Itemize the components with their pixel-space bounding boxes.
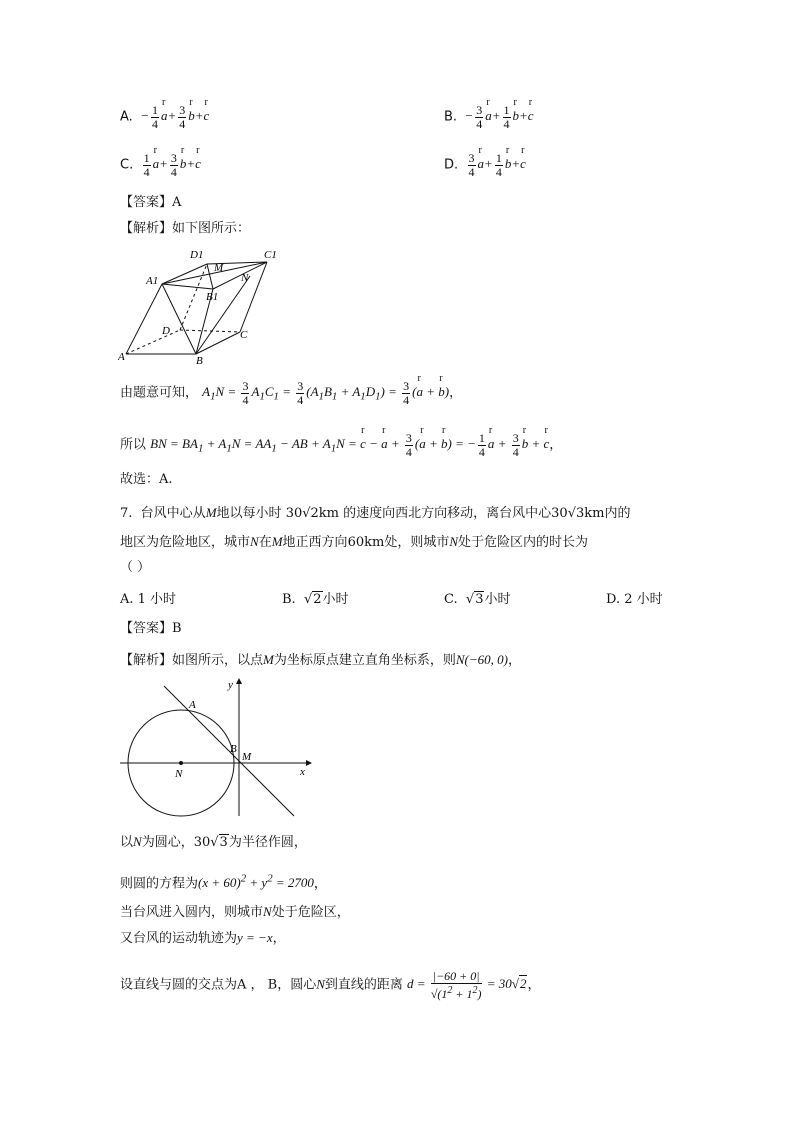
q6-step-1: 由题意可知， $A_1N$ = $\frac{3}{4}$ $A_1C_1$ = $\frac{3}{4}$ $(A_1B_1 + A_1D_1)$ = $\frac{3}{4}$ (r a + r b)， [120,380,462,407]
q7-option-c: C. √3小时 [444,592,511,607]
label-a1: A1 [146,275,159,287]
q7-distance-line: 设直线与圆的交点为A ， B，圆心N到直线的距离 d = $\frac{|-60 + 0|}{√(1^2 + 1^2)}$ = 30√2， [120,969,541,1001]
q7-option-a: A. 1 小时 [120,592,177,607]
q7-circle-line: 以N为圆心，30√3为半径作圆， [120,834,307,850]
q7-stem-line-2: 地区为危险地区，城市N在M地正西方向60km处，则城市N处于危险区内的时长为 [120,534,589,550]
q6-option-a: A. − $\frac{1}{4}$ r a+ $\frac{3}{4}$ r b+r c [120,104,209,131]
q7-equation-line: 则圆的方程为$(x + 60)^2 + y^2 = 2700$， [120,873,327,892]
q6-option-d: D. $\frac{3}{4}$ r a+ $\frac{1}{4}$ r b+r c [444,152,526,179]
typhoon-coordinate-figure [118,676,314,824]
label-m: M [214,262,224,274]
label-y: y [228,679,233,691]
q7-path-line: 又台风的运动轨迹为y = −x， [120,930,286,946]
label-a: A [118,351,125,363]
center-point-n [179,761,183,765]
label-c1: C1 [264,249,277,261]
label-d1: D1 [190,249,204,261]
parallelepiped-figure [118,244,288,366]
label-n: N [241,272,249,284]
q7-answer: 【答案】B [120,621,182,636]
q7-analysis-line-1: 【解析】如图所示，以点M为坐标原点建立直角坐标系，则N(−60, 0)， [120,652,522,668]
q6-answer: 【答案】A [120,195,182,210]
q6-option-c: C. $\frac{1}{4}$ r a+ $\frac{3}{4}$ r b+r c [120,152,201,179]
label-x: x [300,766,305,778]
label-b: B [196,355,203,366]
label-m: M [242,751,252,763]
q7-paren: （ ） [120,560,151,575]
q7-option-b: B. √2小时 [282,592,349,607]
label-b: B [230,743,237,755]
q6-step-2: 所以 BN = $BA_1 + A_1N = AA_1$ − AB + $A_1N = r$ c − r a + $\frac{3}{4}$ (r a + r b) = − $\frac{1}{4}$ r a + $\frac{3}{4}$ r b + r c， [120,432,562,459]
q6-option-b: B. − $\frac{3}{4}$ r a+ $\frac{1}{4}$ r b+r c [444,104,534,131]
label-d: D [162,325,170,337]
q7-option-d: D. 2 小时 [606,592,663,607]
label-a: A [189,699,196,711]
q6-conclusion: 故选：A. [120,472,173,487]
label-c: C [240,329,248,341]
q6-analysis-intro: 【解析】如下图所示： [120,221,251,236]
trajectory-line [164,686,294,816]
q7-danger-line: 当台风进入圆内，则城市N处于危险区， [120,904,350,920]
q7-stem-line-1: 7. 台风中心从M地以每小时 30√2km 的速度向西北方向移动，离台风中心30√3km内的 [120,505,631,521]
label-n: N [175,768,183,780]
label-b1: B1 [206,291,219,303]
